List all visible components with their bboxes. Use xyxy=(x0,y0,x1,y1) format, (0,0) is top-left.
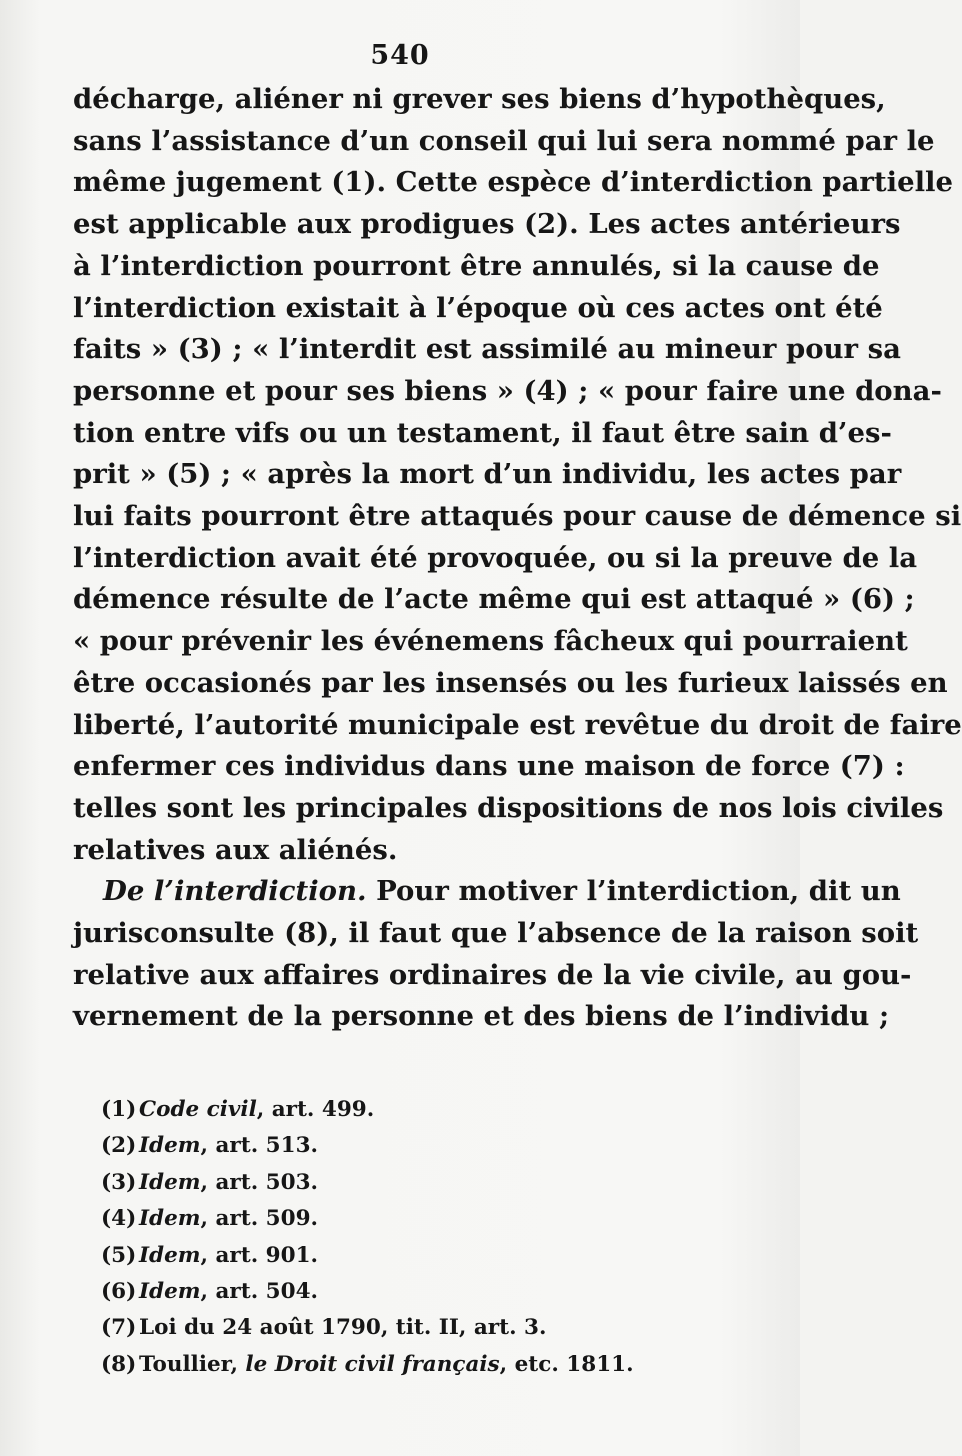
footnote-source: le Droit civil français xyxy=(245,1351,500,1377)
text-line: décharge, aliéner ni grever ses biens d’hypothèques, xyxy=(73,83,886,115)
footnote-author: Toullier, xyxy=(139,1351,246,1377)
footnote-source: Idem xyxy=(139,1133,201,1159)
footnote-number: (4) xyxy=(101,1206,137,1232)
text-line: jurisconsulte (8), il faut que l’absence de la raison soit xyxy=(73,917,919,950)
text-line: faits » (3) ; « l’interdit est assimilé au mineur pour sa xyxy=(73,333,901,366)
text-line: est applicable aux prodigues (2). Les actes antérieurs xyxy=(73,208,901,241)
text-line: à l’interdiction pourront être annulés, si la cause de xyxy=(73,249,880,282)
text-line: vernement de la personne et des biens de l’individu ; xyxy=(73,1000,890,1033)
footnote-source: Code civil xyxy=(139,1097,257,1122)
footnote-number: (3) xyxy=(101,1169,137,1195)
text-line: lui faits pourront être attaqués pour cause de démence si xyxy=(73,500,962,533)
footnote-ref: , etc. 1811. xyxy=(499,1351,634,1377)
footnote xyxy=(101,1165,761,1201)
page-number: 540 xyxy=(370,40,430,71)
text-line: « pour prévenir les événemens fâcheux qui pourraient xyxy=(73,625,908,658)
footnote-number: (2) xyxy=(101,1133,137,1159)
footnote-source: Idem xyxy=(139,1279,201,1305)
footnote-number: (1) xyxy=(101,1097,137,1122)
footnote-ref: , art. 513. xyxy=(200,1133,319,1159)
footnote-source: Idem xyxy=(139,1242,201,1268)
footnote-number: (5) xyxy=(101,1242,137,1268)
text-line: prit » (5) ; « après la mort d’un individu, les actes par xyxy=(73,458,902,491)
footnote-source: Idem xyxy=(139,1169,201,1195)
footnote xyxy=(101,1128,761,1164)
text-line: être occasionés par les insensés ou les furieux laissés en xyxy=(73,666,948,699)
footnote xyxy=(101,1201,761,1237)
text-line: même jugement (1). Cette espèce d’interdiction partielle xyxy=(73,166,953,199)
footnote-source: Idem xyxy=(139,1206,201,1232)
footnote-number: (7) xyxy=(101,1315,137,1341)
footnote-ref: , art. 509. xyxy=(200,1206,319,1232)
footnote-ref: , art. 503. xyxy=(200,1169,319,1195)
text-line: relatives aux aliénés. xyxy=(73,833,398,866)
text-fragment: Pour motiver l’interdiction, dit un xyxy=(366,875,901,908)
text-line: démence résulte de l’acte même qui est attaqué » (6) ; xyxy=(73,583,915,616)
footnote xyxy=(101,1092,761,1128)
footnote-ref: , art. 504. xyxy=(200,1279,319,1305)
footnote-ref: , art. 901. xyxy=(200,1242,319,1268)
footnote-number: (8) xyxy=(101,1351,137,1377)
footnote xyxy=(101,1347,761,1383)
text-line: personne et pour ses biens » (4) ; « pour faire une dona- xyxy=(73,374,942,407)
footnote xyxy=(101,1238,761,1274)
body-text xyxy=(73,79,962,1038)
text-line: enfermer ces individus dans une maison de force (7) : xyxy=(73,750,905,783)
footnotes xyxy=(101,1092,761,1383)
section-heading: De l’interdiction. xyxy=(103,875,367,908)
text-line: sans l’assistance d’un conseil qui lui sera nommé par le xyxy=(73,124,935,157)
text-line: l’interdiction avait été provoquée, ou si la preuve de la xyxy=(73,541,918,574)
text-line: relative aux affaires ordinaires de la vie civile, au gou- xyxy=(73,958,912,991)
footnote xyxy=(101,1310,761,1346)
text-line: l’interdiction existait à l’époque où ces actes ont été xyxy=(73,291,883,324)
footnote xyxy=(101,1274,761,1310)
footnote-number: (6) xyxy=(101,1279,137,1305)
text-line: tion entre vifs ou un testament, il faut être sain d’es- xyxy=(73,416,892,449)
text-line: telles sont les principales dispositions de nos lois civiles xyxy=(73,791,944,824)
text-line: liberté, l’autorité municipale est revêtue du droit de faire xyxy=(73,708,962,741)
footnote-ref: Loi du 24 août 1790, tit. II, art. 3. xyxy=(139,1315,547,1341)
footnote-ref: , art. 499. xyxy=(256,1097,375,1122)
paragraph-first-line xyxy=(73,871,901,913)
